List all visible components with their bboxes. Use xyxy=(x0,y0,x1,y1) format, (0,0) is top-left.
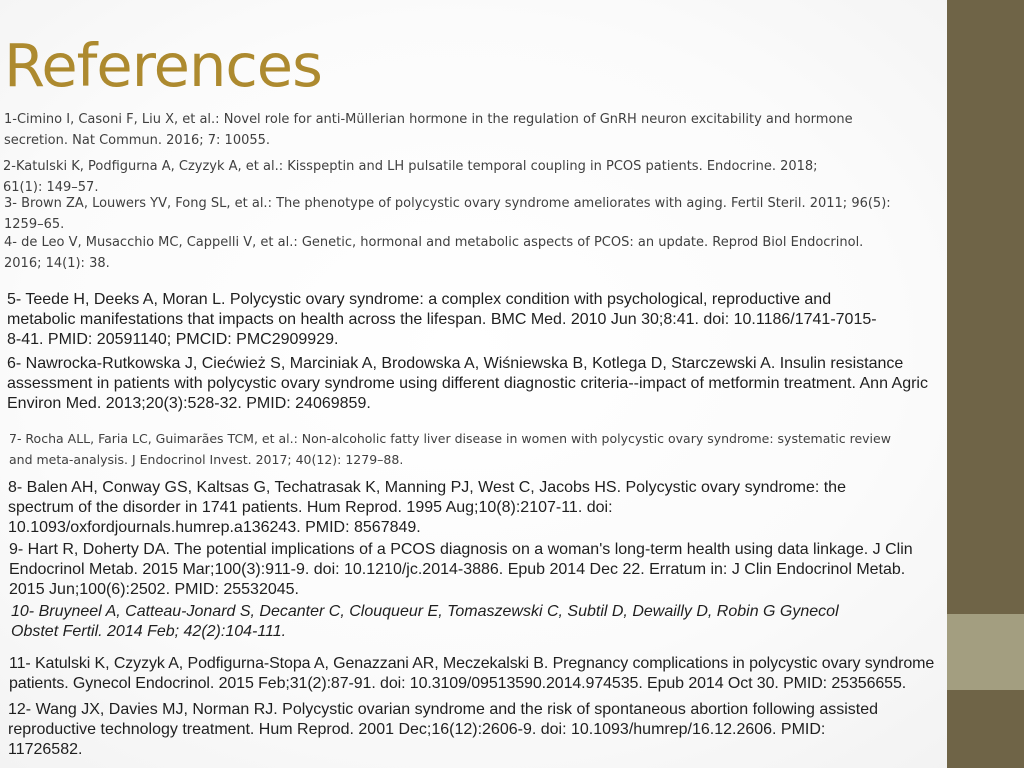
reference-line: 1259–65. xyxy=(4,217,65,232)
side-bar-accent xyxy=(947,614,1024,690)
reference-line: 2015 Jun;100(6):2502. PMID: 25532045. xyxy=(9,581,299,598)
reference-line: 10- Bruyneel A, Catteau-Jonard S, Decanter C, Clouqueur E, Tomaszewski C, Subtil D, Dewailly D, Robin G Gynecol xyxy=(11,603,839,620)
reference-line: secretion. Nat Commun. 2016; 7: 10055. xyxy=(4,133,271,148)
reference-line: patients. Gynecol Endocrinol. 2015 Feb;31(2):87-91. doi: 10.3109/09513590.2014.974535. Epub 2014 Oct 30. PMID: 25356655. xyxy=(9,675,907,692)
reference-line: 61(1): 149–57. xyxy=(3,180,99,195)
page-title: References xyxy=(4,31,322,100)
reference-line: 8- Balen AH, Conway GS, Kaltsas G, Techatrasak K, Manning PJ, West C, Jacobs HS. Polycystic ovary syndrome: the xyxy=(8,479,846,496)
reference-line: and meta-analysis. J Endocrinol Invest. 2017; 40(12): 1279–88. xyxy=(9,452,404,467)
reference-line: 1-Cimino I, Casoni F, Liu X, et al.: Novel role for anti-Müllerian hormone in the regulation of GnRH neuron excitability and hormone xyxy=(4,112,853,127)
reference-line: spectrum of the disorder in 1741 patients. Hum Reprod. 1995 Aug;10(8):2107-11. doi: xyxy=(8,499,613,516)
reference-5 xyxy=(7,290,877,350)
reference-2 xyxy=(3,156,818,198)
reference-7 xyxy=(9,428,891,470)
reference-6 xyxy=(7,354,928,414)
reference-line: reproductive technology treatment. Hum Reprod. 2001 Dec;16(12):2606-9. doi: 10.1093/humrep/16.12.2606. PMID: xyxy=(8,721,826,738)
reference-line: 5- Teede H, Deeks A, Moran L. Polycystic ovary syndrome: a complex condition with psychological, reproductive and xyxy=(7,291,832,308)
reference-line: 7- Rocha ALL, Faria LC, Guimarães TCM, et al.: Non-alcoholic fatty liver disease in women with polycystic ovary syndrome: systematic review xyxy=(9,431,891,446)
reference-line: assessment in patients with polycystic ovary syndrome using different diagnostic criteria--impact of metformin treatment. Ann Agric xyxy=(7,375,928,392)
reference-line: 9- Hart R, Doherty DA. The potential implications of a PCOS diagnosis on a woman's long-term health using data linkage. J Clin xyxy=(9,541,913,558)
reference-line: 11- Katulski K, Czyzyk A, Podfigurna-Stopa A, Genazzani AR, Meczekalski B. Pregnancy complications in polycystic ovary syndrome xyxy=(9,655,935,672)
reference-line: 2-Katulski K, Podfigurna A, Czyzyk A, et al.: Kisspeptin and LH pulsatile temporal coupling in PCOS patients. Endocrine. 2018; xyxy=(3,159,818,174)
reference-4 xyxy=(4,232,863,274)
reference-line: 10.1093/oxfordjournals.humrep.a136243. PMID: 8567849. xyxy=(8,519,421,536)
reference-8 xyxy=(8,478,846,538)
reference-line: 12- Wang JX, Davies MJ, Norman RJ. Polycystic ovarian syndrome and the risk of spontaneous abortion following assisted xyxy=(8,701,879,718)
reference-line: Obstet Fertil. 2014 Feb; 42(2):104-111. xyxy=(11,623,287,640)
reference-12 xyxy=(8,700,878,760)
reference-line: 11726582. xyxy=(8,741,83,758)
reference-line: 8-41. PMID: 20591140; PMCID: PMC2909929. xyxy=(7,331,339,348)
reference-10 xyxy=(11,602,839,642)
reference-3 xyxy=(4,193,891,235)
reference-line: 3- Brown ZA, Louwers YV, Fong SL, et al.: The phenotype of polycystic ovary syndrome ameliorates with aging. Fertil Steril. 2011; 96(5): xyxy=(4,196,891,211)
reference-line: Endocrinol Metab. 2015 Mar;100(3):911-9. doi: 10.1210/jc.2014-3886. Epub 2014 Dec 22. Erratum in: J Clin Endocrinol Metab. xyxy=(9,561,906,578)
reference-line: 4- de Leo V, Musacchio MC, Cappelli V, et al.: Genetic, hormonal and metabolic aspects of PCOS: an update. Reprod Biol Endocrinol. xyxy=(4,235,864,250)
reference-line: metabolic manifestations that impacts on health across the lifespan. BMC Med. 2010 Jun 30;8:41. doi: 10.1186/1741-7015- xyxy=(7,311,877,328)
reference-line: Environ Med. 2013;20(3):528-32. PMID: 24069859. xyxy=(7,395,371,412)
reference-1 xyxy=(4,109,853,151)
reference-line: 2016; 14(1): 38. xyxy=(4,256,110,271)
reference-line: 6- Nawrocka-Rutkowska J, Ciećwież S, Marciniak A, Brodowska A, Wiśniewska B, Kotlega D, Starczewski A. Insulin resistance xyxy=(7,355,904,372)
reference-11 xyxy=(9,654,934,694)
reference-9 xyxy=(9,540,913,600)
